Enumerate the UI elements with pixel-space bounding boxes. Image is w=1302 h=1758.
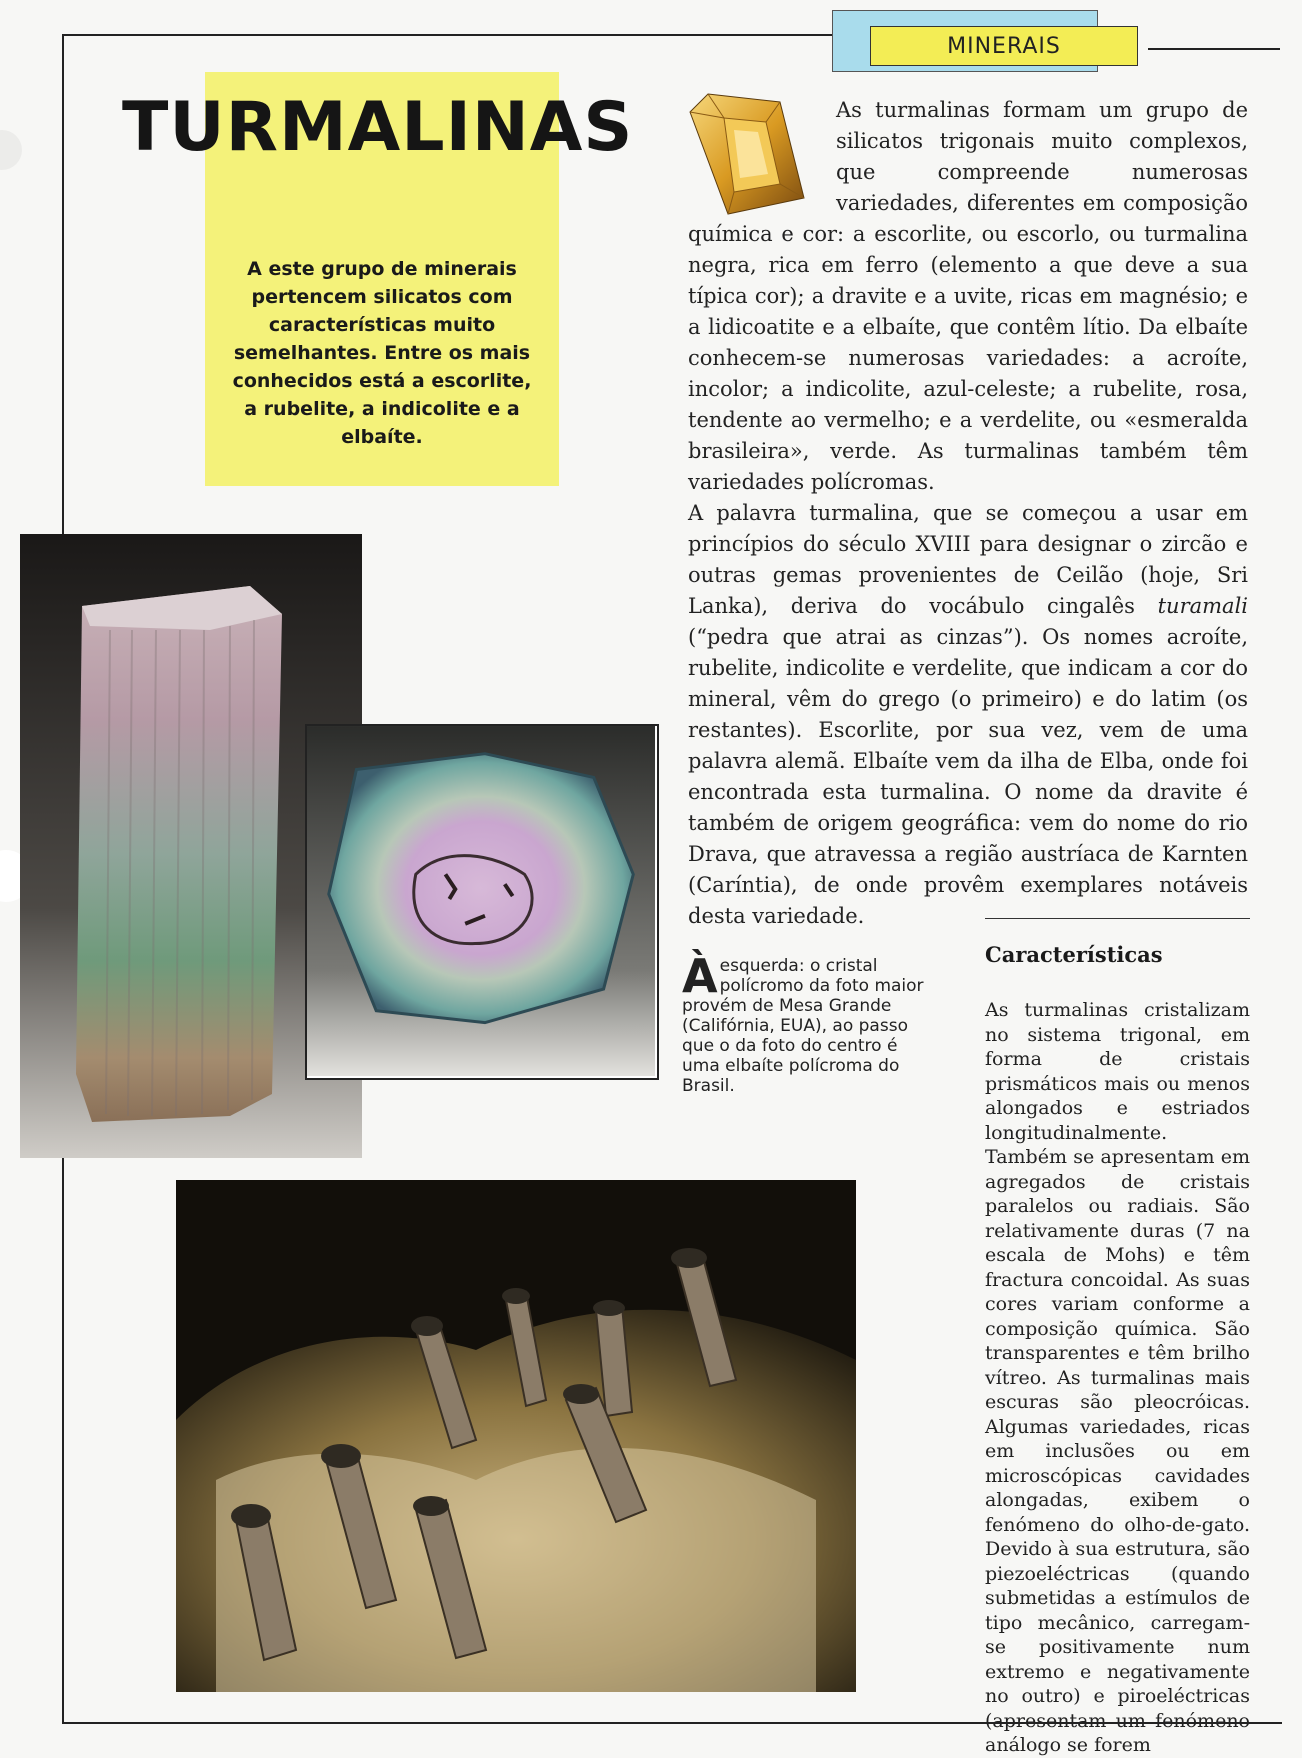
article-body xyxy=(688,95,1248,932)
photo-elbaite-slice xyxy=(305,724,659,1080)
lede-text: A este grupo de minerais pertencem silicatos com características muito semelhantes. Entre os mais conhecidos está a escorlite, a rubelite, a indicolite e a elbaíte. xyxy=(232,258,532,448)
article-paragraph-2 xyxy=(688,498,1248,932)
side-body: As turmalinas cristalizam no sistema trigonal, em forma de cristais prismáticos mais ou menos alongados e estriados longitudinalmente. Também se apresentam em agregados de cristais paralelos ou radiais. São relativamente duras (7 na escala de Mohs) e têm fractura concoidal. As suas cores variam conforme a composição química. São transparentes e têm brilho vítreo. As turmalinas mais escuras são pleocróicas. Algumas variedades, ricas em inclusões ou em microscópicas cavidades alongadas, exibem o fenómeno do olho-de-gato. Devido à sua estrutura, são piezoeléctricas (quando submetidas a estímulos de tipo mecânico, carregam-se positivamente num extremo e negativamente no outro) e piroeléctricas (apresentam um fenómeno análogo se forem xyxy=(985,999,1250,1756)
article-paragraph-1: As turmalinas formam um grupo de silicatos trigonais muito complexos, que compreende numerosas variedades, diferentes em composição química e cor: a escorlite, ou escorlo, ou turmalina negra, rica em ferro (elemento a que deve a sua típica cor); a dravite e a uvite, ricas em magnésio; e a lidicoatite e a elbaíte, que contêm lítio. Da elbaíte conhecem-se numerosas variedades: a acroíte, incolor; a indicolite, azul-celeste; a rubelite, rosa, tendente ao vermelho; e a verdelite, ou «esmeralda brasileira», verde. As turmalinas também têm variedades polícromas. xyxy=(688,98,1248,494)
article-paragraph-2-start: A palavra turmalina, que se começou a usar em princípios do século XVIII para designar o zircão e outras gemas provenientes de Ceilão (hoje, Sri Lanka), deriva do vocábulo cingalês xyxy=(688,501,1248,618)
gem-float-spacer xyxy=(688,95,836,219)
article-paragraph-2-italic: turamali xyxy=(1157,594,1248,618)
section-tab: MINERAIS xyxy=(870,26,1138,66)
binder-hole-top xyxy=(0,130,22,170)
photo-crystal-cluster xyxy=(176,1180,856,1692)
caption-text: esquerda: o cristal polícromo da foto maior provém de Mesa Grande (Califórnia, EUA), ao passo que o da foto do centro é uma elbaíte polícroma do Brasil. xyxy=(682,956,924,1096)
page-title: TURMALINAS xyxy=(122,88,634,167)
article-paragraph-2-end: (“pedra que atrai as cinzas”). Os nomes acroíte, rubelite, indicolite e verdelite, que indicam a cor do mineral, vêm do grego (o primeiro) e do latim (os restantes). Escorlite, por sua vez, vem de uma palavra alemã. Elbaíte vem da ilha de Elba, onde foi encontrada esta turmalina. O nome da dravite é também de origem geográfica: vem do nome do rio Drava, que atravessa a região austríaca de Karnten (Caríntia), de onde provêm exemplares notáveis desta variedade. xyxy=(688,625,1248,928)
frame-top-line xyxy=(62,34,842,36)
photo-caption xyxy=(682,949,932,1096)
side-heading: Características xyxy=(985,942,1163,967)
frame-top-right-line xyxy=(1148,48,1280,50)
caption-dropcap: À xyxy=(682,949,718,1003)
side-column-rule xyxy=(985,918,1250,919)
